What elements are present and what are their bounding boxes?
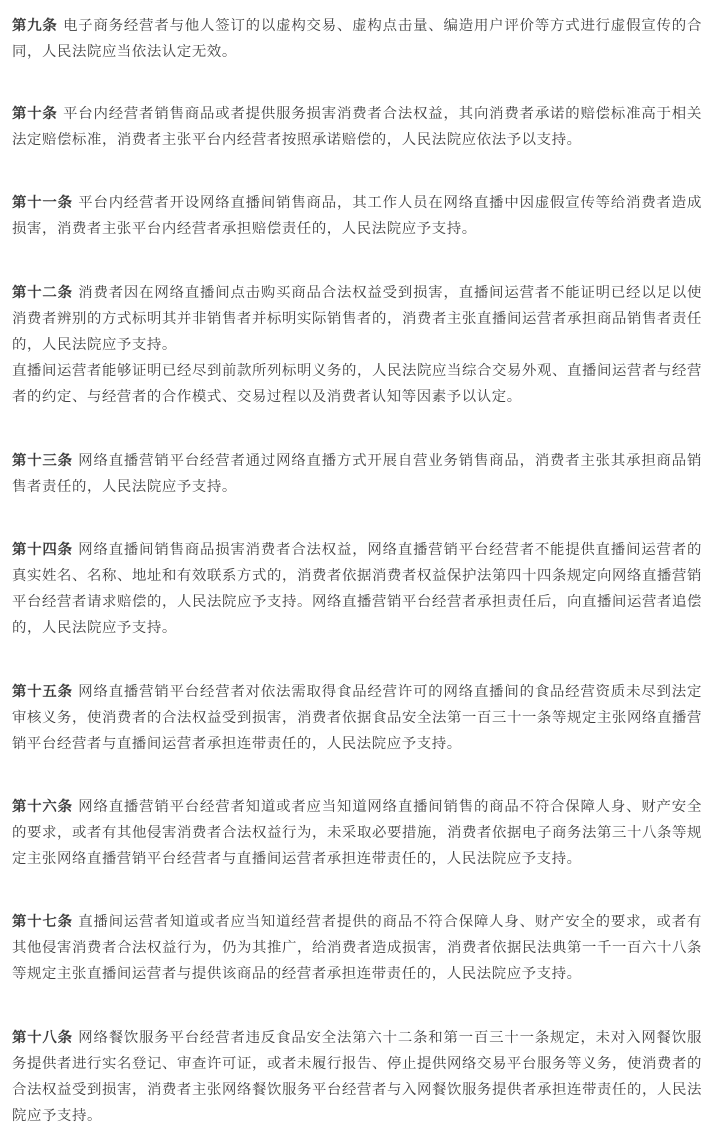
article-number: 第九条 [12, 18, 58, 34]
article-paragraph [12, 280, 702, 358]
article-text: 网络直播间销售商品损害消费者合法权益，网络直播营销平台经营者不能提供直播间运营者的真实姓名、名称、地址和有效联系方式的，消费者依据消费者权益保护法第四十四条规定向网络直播营销平台经营者请求赔偿的，人民法院应予支持。网络直播营销平台经营者承担责任后，向直播间运营者追偿的，人民法院应予支持。 [12, 542, 702, 636]
article-number: 第十八条 [12, 1030, 73, 1046]
article-text: 网络直播营销平台经营者对依法需取得食品经营许可的网络直播间的食品经营资质未尽到法定审核义务，使消费者的合法权益受到损害，消费者依据食品安全法第一百三十一条等规定主张网络直播营销平台经营者与直播间运营者承担连带责任的，人民法院应予支持。 [12, 684, 702, 752]
article-11 [12, 190, 702, 242]
article-number: 第十一条 [12, 195, 73, 211]
article-paragraph [12, 794, 702, 872]
article-paragraph [12, 101, 702, 153]
article-10 [12, 101, 702, 153]
article-paragraph [12, 679, 702, 757]
article-number: 第十六条 [12, 799, 73, 815]
article-paragraph [12, 537, 702, 641]
article-text: 平台内经营者销售商品或者提供服务损害消费者合法权益，其向消费者承诺的赔偿标准高于相关法定赔偿标准，消费者主张平台内经营者按照承诺赔偿的，人民法院应依法予以支持。 [12, 106, 702, 148]
article-text: 网络直播营销平台经营者通过网络直播方式开展自营业务销售商品，消费者主张其承担商品销售者责任的，人民法院应予支持。 [12, 453, 702, 495]
article-text: 直播间运营者知道或者应当知道经营者提供的商品不符合保障人身、财产安全的要求，或者有其他侵害消费者合法权益行为，仍为其推广，给消费者造成损害，消费者依据民法典第一千一百六十八条等规定主张直播间运营者与提供该商品的经营者承担连带责任的，人民法院应予支持。 [12, 914, 702, 982]
article-14 [12, 537, 702, 641]
article-text: 电子商务经营者与他人签订的以虚构交易、虚构点击量、编造用户评价等方式进行虚假宣传的合同，人民法院应当依法认定无效。 [12, 18, 702, 60]
article-paragraph [12, 1025, 702, 1129]
article-text: 网络直播营销平台经营者知道或者应当知道网络直播间销售的商品不符合保障人身、财产安全的要求，或者有其他侵害消费者合法权益行为，未采取必要措施，消费者依据电子商务法第三十八条等规定主张网络直播营销平台经营者与直播间运营者承担连带责任的，人民法院应予支持。 [12, 799, 702, 867]
article-17 [12, 909, 702, 987]
article-text: 网络餐饮服务平台经营者违反食品安全法第六十二条和第一百三十一条规定，未对入网餐饮服务提供者进行实名登记、审查许可证，或者未履行报告、停止提供网络交易平台服务等义务，使消费者的合法权益受到损害，消费者主张网络餐饮服务平台经营者与入网餐饮服务提供者承担连带责任的，人民法院应予支持。 [12, 1030, 702, 1124]
article-paragraph [12, 909, 702, 987]
article-text: 消费者因在网络直播间点击购买商品合法权益受到损害，直播间运营者不能证明已经以足以使消费者辨别的方式标明其并非销售者并标明实际销售者的，消费者主张直播间运营者承担商品销售者责任的，人民法院应予支持。 [12, 285, 702, 353]
article-number: 第十五条 [12, 684, 73, 700]
article-text: 直播间运营者能够证明已经尽到前款所列标明义务的，人民法院应当综合交易外观、直播间运营者与经营者的约定、与经营者的合作模式、交易过程以及消费者认知等因素予以认定。 [12, 363, 702, 405]
article-number: 第十三条 [12, 453, 73, 469]
article-paragraph [12, 448, 702, 500]
article-number: 第十条 [12, 106, 58, 122]
article-paragraph [12, 190, 702, 242]
article-16 [12, 794, 702, 872]
article-paragraph-2 [12, 358, 702, 410]
article-12 [12, 280, 702, 410]
article-number: 第十四条 [12, 542, 73, 558]
article-number: 第十二条 [12, 285, 73, 301]
article-13 [12, 448, 702, 500]
article-9 [12, 13, 702, 65]
article-number: 第十七条 [12, 914, 73, 930]
article-15 [12, 679, 702, 757]
article-text: 平台内经营者开设网络直播间销售商品，其工作人员在网络直播中因虚假宣传等给消费者造成损害，消费者主张平台内经营者承担赔偿责任的，人民法院应予支持。 [12, 195, 702, 237]
article-18 [12, 1025, 702, 1129]
article-paragraph [12, 13, 702, 65]
